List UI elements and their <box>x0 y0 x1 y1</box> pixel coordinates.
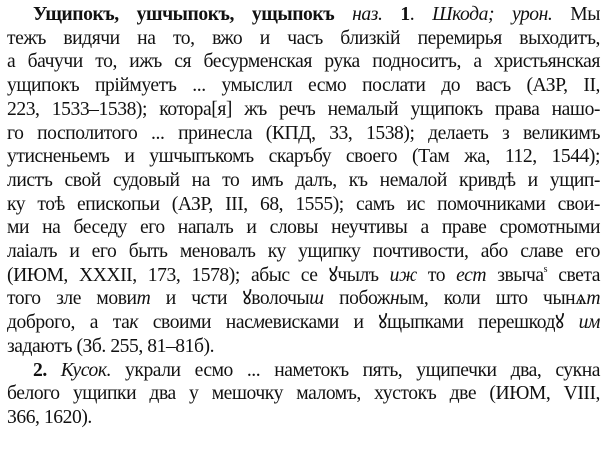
entry-line-7: утисненьемъ и ушчыпъкомъ скаръбу своего (Там жа, 112, 1544); <box>7 146 600 168</box>
sense-1-number: 1 <box>400 4 410 25</box>
entry-line-5: 223, 1533–1538); котора[я] жъ речъ немалый ущипокъ права нашо- <box>7 98 600 120</box>
entry-line-14: доброго, а так своими насмевисками и ꙋщыпками перешкодꙋ им <box>7 312 600 334</box>
sense-2-gloss: Кусок. <box>60 359 112 381</box>
entry-line-9: ку тоѣ епископьи (АЗР, III, 68, 1555); самъ ис помочниками свои- <box>7 193 600 215</box>
entry-text: Мы <box>570 4 600 25</box>
entry-line-10: ми на беседу его напалъ и словы неучтивы а праве сромотными <box>7 217 600 239</box>
entry-line-1: Ущипокъ, ушчыпокъ, ущыпокъ наз. 1. Шкода; урон. Мы <box>33 4 600 25</box>
headword: Ущипокъ, ушчыпокъ, ущыпокъ <box>33 4 335 25</box>
entry-line-12: (ИЮМ, XXXII, 173, 1578); абыс се ꙋчылъ иж то ест звыча$^s$ света <box>7 263 600 286</box>
part-of-speech: наз. <box>352 4 383 25</box>
sense-2-number: 2. <box>33 359 47 381</box>
entry-line-13: того зле мовит и чсти ꙋволочыш побожным, коли што чынѧт <box>7 288 601 310</box>
entry-line-18: 366, 1620). <box>7 406 92 428</box>
entry-line-2: тежъ видячи на то, вжо и часъ близкій перемирья выходитъ, <box>7 27 600 49</box>
entry-line-3: а бачучи то, ижъ ся бесурменская рука подноситъ, а христьянская <box>7 51 600 73</box>
sense-1-gloss: Шкода; урон. <box>432 4 553 25</box>
entry-line-4: ущипокъ прiймуетъ ... умыслил есмо послати до васъ (АЗР, II, <box>7 75 600 97</box>
entry-line-16: 2. Кусок. украли есмо ... наметокъ пять, ущипечки два, сукна <box>33 359 601 381</box>
entry-line-17: белого ущипки два у мешочку маломъ, хустокъ две (ИЮМ, VIII, <box>7 383 600 405</box>
entry-line-15: задаютъ (Зб. 255, 81–81б). <box>7 335 215 357</box>
entry-line-11: лаіалъ и его быть меновалъ ку ущипку почтивости, або славе его <box>7 241 600 263</box>
entry-line-8: листъ свой судовый на то имъ далъ, къ немалой кривдѣ и ущип- <box>7 169 600 191</box>
entry-line-6: го посполитого ... принесла (КПД, 33, 1538); делаеть з великимъ <box>7 122 600 144</box>
